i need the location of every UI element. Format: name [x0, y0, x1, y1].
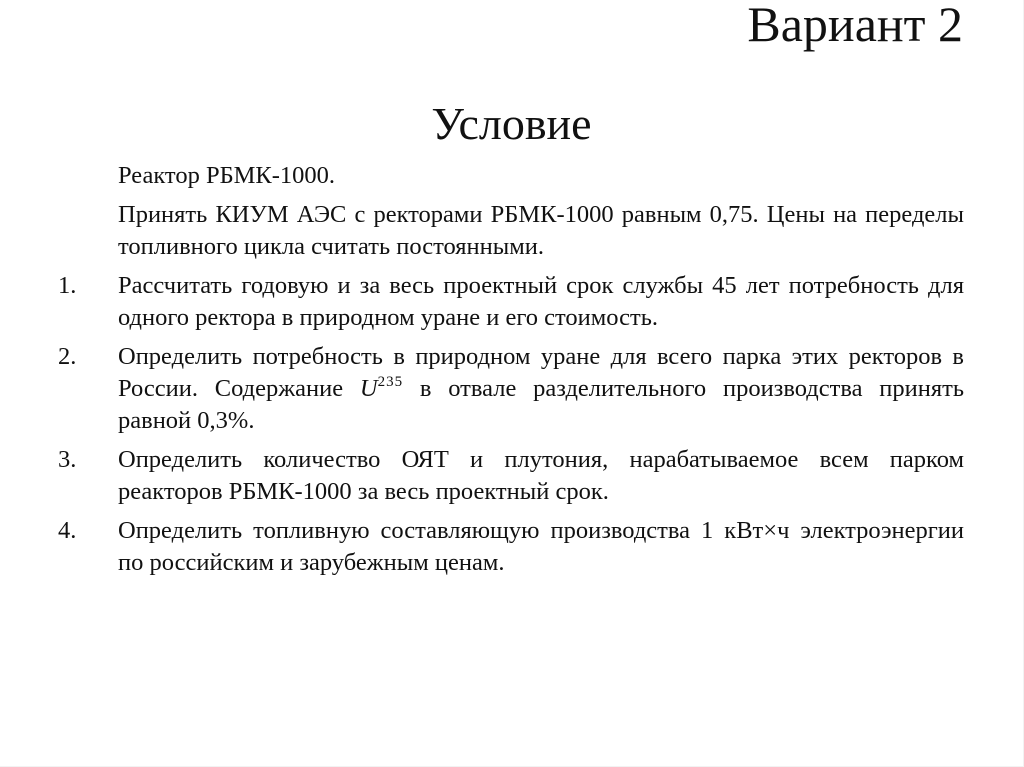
task-text-part: в отвале разделительного производства принять равной 0,3%. [118, 375, 964, 434]
task-text: Рассчитать годовую и за весь проектный срок службы 45 лет потребность для одного ректора в природном уране и его стоимость. [118, 272, 964, 331]
task-item-1 [58, 270, 964, 334]
variant-title: Вариант 2 [747, 0, 963, 52]
slide-content [58, 160, 964, 586]
uranium-symbol: U [359, 375, 378, 402]
task-item-3 [58, 444, 964, 508]
task-text-part: Определить потребность в природном уране для всего парка этих ректоров в России. Содержание [118, 343, 964, 402]
task-number: 2. [58, 343, 77, 370]
task-item-4 [58, 515, 964, 579]
task-text: Определить топливную составляющую производства 1 кВт×ч электроэнергии по российским и зарубежным ценам. [118, 517, 964, 576]
reactor-type-text: Реактор РБМК-1000. [118, 162, 336, 189]
isotope-superscript: 235 [377, 374, 404, 390]
task-number: 3. [58, 446, 77, 473]
task-list [58, 270, 964, 579]
task-item-2 [58, 341, 964, 437]
task-number: 4. [58, 517, 77, 544]
task-text: Определить количество ОЯТ и плутония, нарабатываемое всем парком реакторов РБМК-1000 за весь проектный срок. [118, 446, 964, 505]
task-number: 1. [58, 272, 77, 299]
section-title: Условие [431, 98, 592, 149]
conditions-text: Принять КИУМ АЭС с ректорами РБМК-1000 равным 0,75. Цены на переделы топливного цикла считать постоянными. [118, 201, 964, 260]
